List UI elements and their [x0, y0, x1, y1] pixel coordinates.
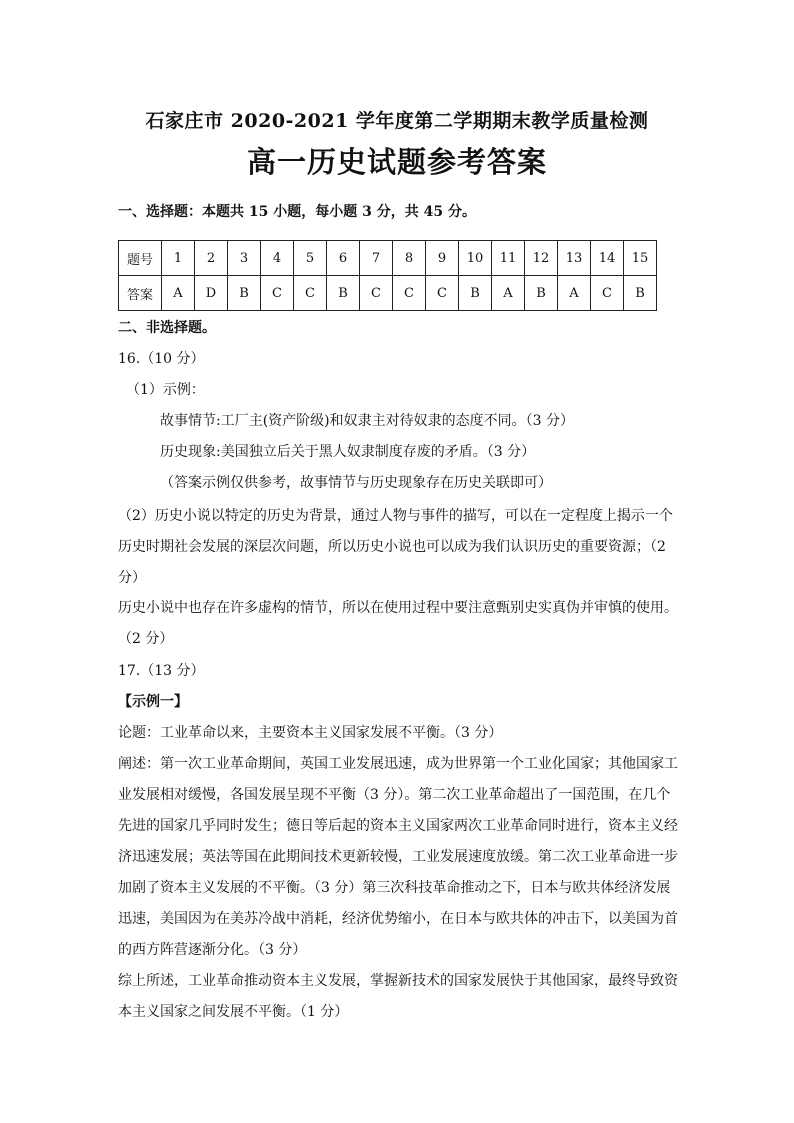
- table-cell: 8: [393, 241, 426, 276]
- q17-example-label: 【示例一】: [118, 694, 188, 710]
- row-label-answer: 答案: [119, 276, 162, 311]
- table-cell: B: [459, 276, 492, 311]
- table-cell: 11: [492, 241, 525, 276]
- table-cell: A: [558, 276, 591, 311]
- table-cell: 3: [228, 241, 261, 276]
- table-cell: 4: [261, 241, 294, 276]
- table-cell: 15: [624, 241, 657, 276]
- table-cell: 10: [459, 241, 492, 276]
- exam-title: 石家庄市 2020-2021 学年度第二学期期末教学质量检测: [145, 110, 649, 132]
- answer-table: [118, 240, 657, 311]
- table-cell: B: [327, 276, 360, 311]
- q16-story: 故事情节:工厂主(资产阶级)和奴隶主对待奴隶的态度不同。（3 分）: [160, 413, 574, 429]
- table-cell: D: [195, 276, 228, 311]
- table-cell: B: [624, 276, 657, 311]
- section2-heading: 二、非选择题。: [118, 320, 216, 336]
- answer-key-title: 高一历史试题参考答案: [246, 145, 547, 179]
- table-cell: C: [591, 276, 624, 311]
- table-cell: 12: [525, 241, 558, 276]
- table-cell: 5: [294, 241, 327, 276]
- table-cell: 13: [558, 241, 591, 276]
- table-cell: C: [360, 276, 393, 311]
- q17-line: 加剧了资本主义发展的不平衡。（3 分）第三次科技革命推动之下，日本与欧共体经济发展: [118, 880, 671, 896]
- table-cell: B: [525, 276, 558, 311]
- table-cell: 6: [327, 241, 360, 276]
- q16-part2-line: （2）历史小说以特定的历史为背景，通过人物与事件的描写，可以在一定程度上揭示一个: [118, 508, 673, 524]
- q16-note: （答案示例仅供参考，故事情节与历史现象存在历史关联即可）: [160, 475, 552, 491]
- section1-heading: 一、选择题：本题共 15 小题，每小题 3 分，共 45 分。: [118, 204, 476, 220]
- table-row-numbers: [119, 241, 657, 276]
- q17-line: 的西方阵营逐渐分化。（3 分）: [118, 942, 307, 958]
- table-cell: 1: [162, 241, 195, 276]
- q16-number: 16.（10 分）: [118, 351, 205, 367]
- q17-line: 论题：工业革命以来，主要资本主义国家发展不平衡。（3 分）: [118, 725, 503, 741]
- q16-part2-line: （2 分）: [118, 631, 174, 647]
- q16-phenomenon: 历史现象:美国独立后关于黑人奴隶制度存废的矛盾。（3 分）: [160, 444, 536, 460]
- q17-line: 业发展相对缓慢，各国发展呈现不平衡（3 分）。第二次工业革命超出了一国范围，在几个: [118, 787, 671, 803]
- q17-line: 综上所述，工业革命推动资本主义发展，掌握新技术的国家发展快于其他国家，最终导致资: [118, 973, 678, 989]
- table-cell: 7: [360, 241, 393, 276]
- table-cell: C: [426, 276, 459, 311]
- table-cell: 2: [195, 241, 228, 276]
- table-cell: 9: [426, 241, 459, 276]
- q16-part2-line: 分）: [118, 570, 146, 586]
- row-label-question: 题号: [119, 241, 162, 276]
- table-cell: A: [492, 276, 525, 311]
- table-cell: B: [228, 276, 261, 311]
- q17-number: 17.（13 分）: [118, 663, 205, 679]
- q17-line: 先进的国家几乎同时发生；德日等后起的资本主义国家两次工业革命同时进行，资本主义经: [118, 818, 678, 834]
- q17-line: 阐述：第一次工业革命期间，英国工业发展迅速，成为世界第一个工业化国家；其他国家工: [118, 756, 678, 772]
- q17-line: 迅速，美国因为在美苏冷战中消耗，经济优势缩小，在日本与欧共体的冲击下，以美国为首: [118, 911, 678, 927]
- table-cell: C: [393, 276, 426, 311]
- q16-part1-label: （1）示例：: [126, 382, 205, 398]
- table-cell: C: [294, 276, 327, 311]
- table-cell: C: [261, 276, 294, 311]
- q17-line: 本主义国家之间发展不平衡。（1 分）: [118, 1004, 349, 1020]
- table-row-answers: [119, 276, 657, 311]
- q16-part2-line: 历史小说中也存在许多虚构的情节，所以在使用过程中要注意甄别史实真伪并审慎的使用。: [118, 600, 678, 616]
- table-cell: A: [162, 276, 195, 311]
- table-cell: 14: [591, 241, 624, 276]
- q16-part2-line: 历史时期社会发展的深层次问题，所以历史小说也可以成为我们认识历史的重要资源；（2: [118, 539, 666, 555]
- q17-line: 济迅速发展；英法等国在此期间技术更新较慢，工业发展速度放缓。第二次工业革命进一步: [118, 849, 678, 865]
